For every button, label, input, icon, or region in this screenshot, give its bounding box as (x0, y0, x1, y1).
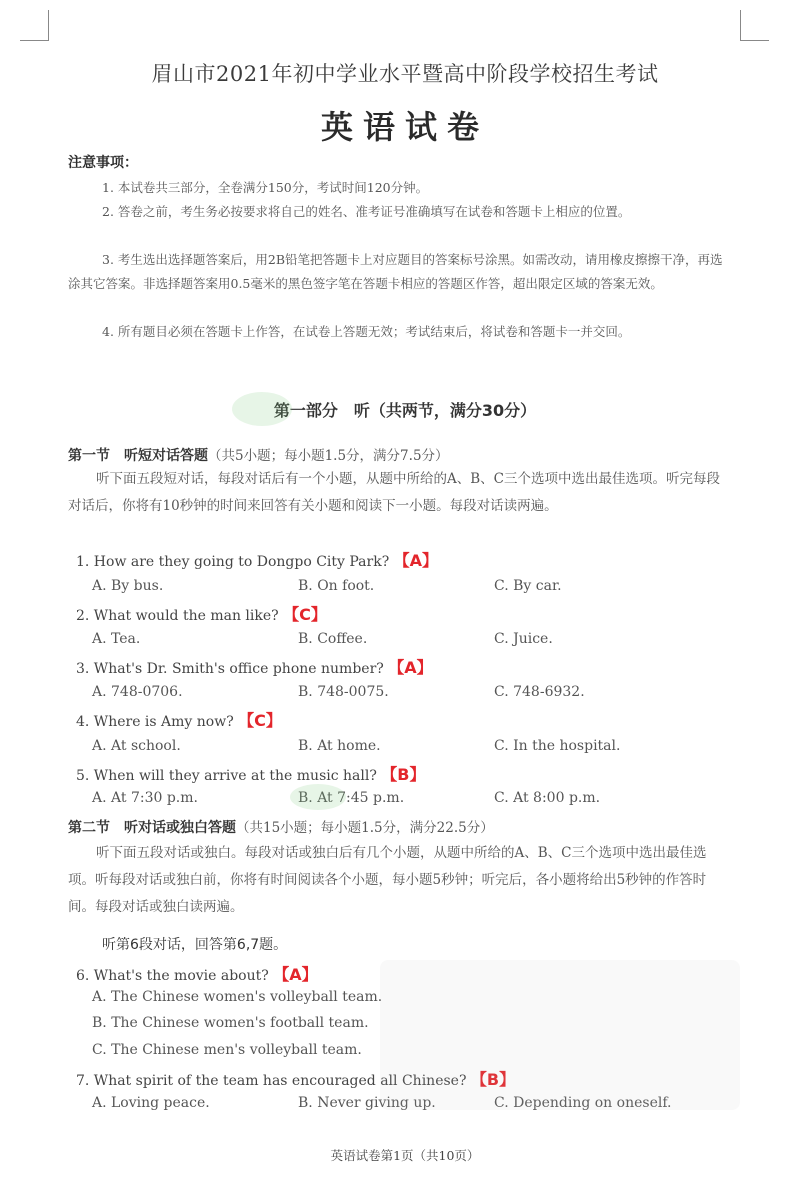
question-2: 2. What would the man like? 【C】 (76, 605, 327, 624)
exam-header: 眉山市2021年初中学业水平暨高中阶段学校招生考试 (151, 62, 659, 86)
notice-item-2: 2. 答卷之前，考生务必按要求将自己的姓名、准考证号准确填写在试卷和答题卡上相应的位置。 (102, 204, 631, 219)
option-a: A. Loving peace. (92, 1095, 210, 1111)
page-title: 英语试卷 (320, 108, 489, 146)
section-two-heading (68, 816, 494, 837)
option-b: B. At 7:45 p.m. (298, 790, 405, 806)
option-b: B. Never giving up. (298, 1095, 436, 1111)
section-one-note: （共5小题；每小题1.5分，满分7.5分） (208, 448, 449, 464)
question-3: 3. What's Dr. Smith's office phone number? 【A】 (76, 658, 433, 677)
notice-item-4: 4. 所有题目必须在答题卡上作答，在试卷上答题无效；考试结束后，将试卷和答题卡一并交回。 (102, 324, 631, 339)
option-c: C. 748-6932. (494, 684, 585, 700)
section-two-note: （共15小题；每小题1.5分，满分22.5分） (236, 820, 494, 836)
question-4: 4. Where is Amy now? 【C】 (76, 711, 282, 730)
answer-mark: 【C】 (238, 711, 282, 730)
notice-item-3: 3. 考生选出选择题答案后，用2B铅笔把答题卡上对应题目的答案标号涂黑。如需改动，请用橡皮擦擦干净，再选涂其它答案。非选择题答案用0.5毫米的黑色签字笔在答题卡相应的答题区作答，超出限定区域的答案无效。 (68, 252, 723, 291)
option-b: B. The Chinese women's football team. (92, 1015, 369, 1031)
question-7: 7. What spirit of the team has encouraged all Chinese? 【B】 (76, 1070, 516, 1089)
question-6: 6. What's the movie about? 【A】 (76, 965, 318, 984)
notice-heading: 注意事项： (68, 155, 138, 171)
section-one-heading (68, 444, 449, 465)
question-1: 1. How are they going to Dongpo City Park? 【A】 (76, 551, 439, 570)
option-b: B. Coffee. (298, 631, 368, 647)
answer-mark: 【A】 (393, 551, 439, 570)
crop-mark-top-left (20, 10, 49, 41)
section-two-instructions: 听下面五段对话或独白。每段对话或独白后有几个小题，从题中所给的A、B、C三个选项中选出最佳选项。听每段对话或独白前，你将有时间阅读各个小题，每小题5秒钟；听完后，各小题将给出5秒钟的作答时间。每段对话或独白读两遍。 (68, 845, 707, 915)
answer-mark: 【A】 (273, 965, 318, 984)
option-a: A. 748-0706. (92, 684, 183, 700)
answer-mark: 【B】 (470, 1070, 516, 1089)
notice-item-1: 1. 本试卷共三部分，全卷满分150分，考试时间120分钟。 (102, 180, 429, 195)
part-one-title: 第一部分 听（共两节，满分30分） (273, 401, 537, 420)
answer-mark: 【C】 (283, 605, 327, 624)
option-a: A. At school. (92, 738, 181, 754)
option-a: A. At 7:30 p.m. (92, 790, 198, 806)
option-c: C. At 8:00 p.m. (494, 790, 601, 806)
option-c: C. Juice. (494, 631, 553, 647)
section-one-title: 第一节 听短对话答题 (68, 448, 208, 464)
option-a: A. The Chinese women's volleyball team. (92, 989, 383, 1005)
answer-mark: 【B】 (381, 765, 426, 784)
option-c: C. The Chinese men's volleyball team. (92, 1042, 362, 1058)
option-a: A. By bus. (92, 578, 164, 594)
option-b: B. On foot. (298, 578, 375, 594)
section-two-title: 第二节 听对话或独白答题 (68, 820, 236, 836)
option-c: C. By car. (494, 578, 562, 594)
group-heading: 听第6段对话，回答第6,7题。 (102, 937, 288, 953)
option-a: A. Tea. (92, 631, 141, 647)
answer-mark: 【A】 (388, 658, 433, 677)
option-b: B. 748-0075. (298, 684, 389, 700)
option-c: C. In the hospital. (494, 738, 621, 754)
question-5: 5. When will they arrive at the music hall? 【B】 (76, 765, 426, 784)
option-b: B. At home. (298, 738, 381, 754)
option-c: C. Depending on oneself. (494, 1095, 672, 1111)
crop-mark-top-right (740, 10, 769, 41)
page-footer: 英语试卷第1页（共10页） (330, 1148, 480, 1163)
section-one-instructions: 听下面五段短对话，每段对话后有一个小题，从题中所给的A、B、C三个选项中选出最佳选项。听完每段对话后，你将有10秒钟的时间来回答有关小题和阅读下一小题。每段对话读两遍。 (68, 471, 720, 514)
